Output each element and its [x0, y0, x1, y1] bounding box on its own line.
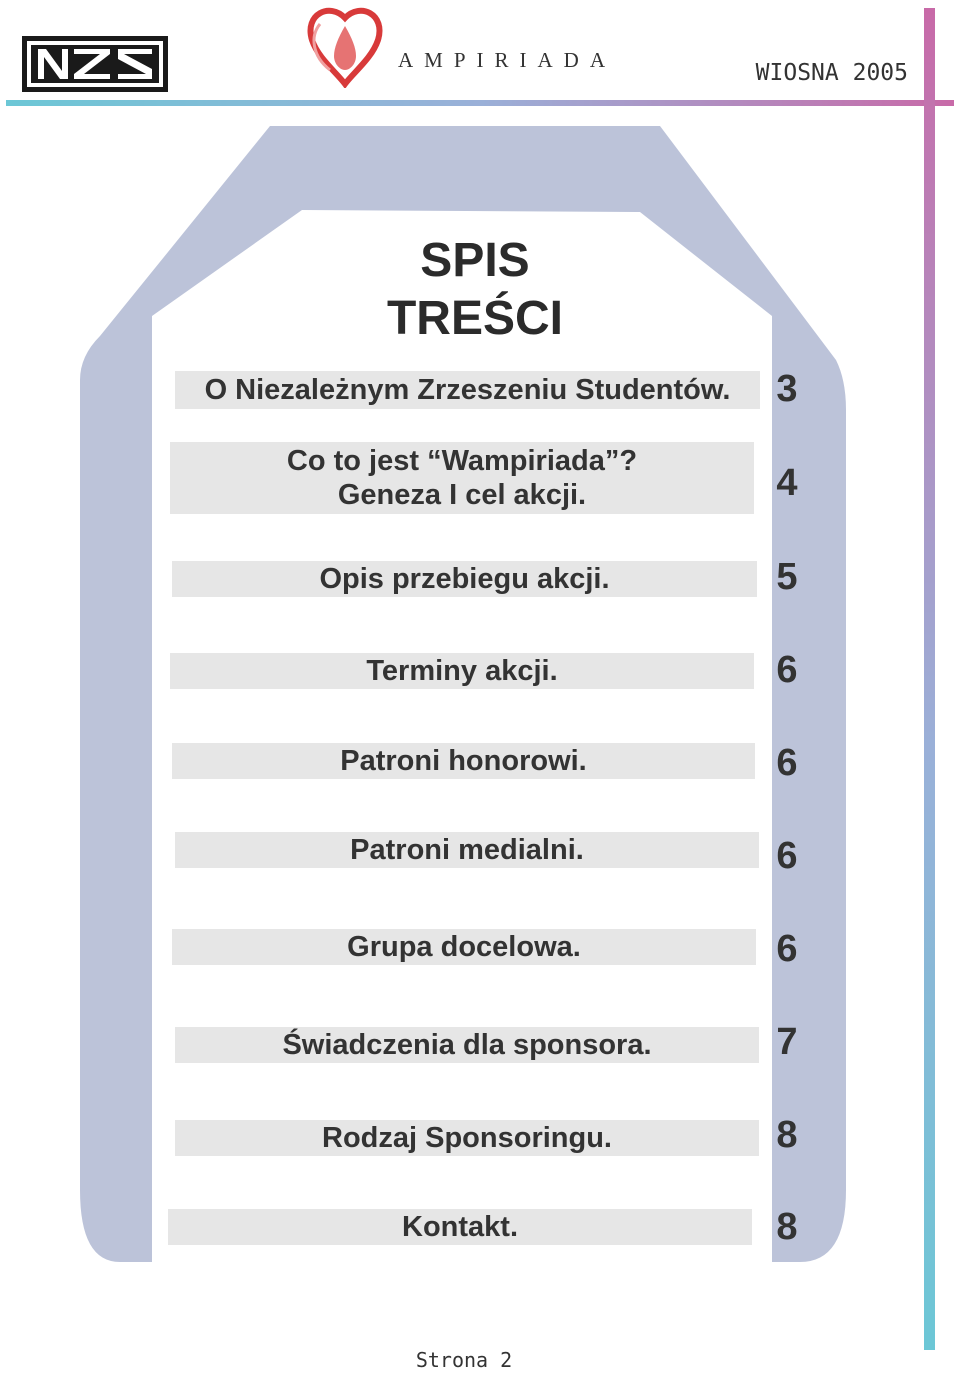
toc-entry-10[interactable]	[168, 1209, 752, 1245]
toc-entry-label: Kontakt.	[402, 1211, 518, 1243]
toc-entry-5[interactable]	[172, 743, 755, 779]
toc-entry-7[interactable]	[172, 929, 756, 965]
toc-entry-label: Grupa docelowa.	[347, 931, 581, 963]
toc-page-number: 3	[776, 368, 798, 410]
page-number-footer: Strona 2	[415, 1348, 513, 1372]
toc-entry-3[interactable]	[172, 561, 757, 597]
toc-entry-label: Patroni medialni.	[350, 834, 584, 866]
toc-page-number: 6	[776, 928, 798, 970]
toc-entry-4[interactable]	[170, 653, 754, 689]
toc-entry-8[interactable]	[175, 1027, 759, 1063]
page-title	[355, 232, 595, 348]
toc-entry-label: O Niezależnym Zrzeszeniu Studentów.	[204, 374, 731, 406]
season-label: WIOSNA 2005	[755, 60, 908, 86]
toc-entry-label: Rodzaj Sponsoringu.	[322, 1122, 612, 1154]
toc-page-number: 6	[776, 835, 798, 877]
toc-entry-label: Co to jest “Wampiriada”?	[286, 445, 638, 477]
toc-page-number: 4	[776, 462, 798, 504]
title-line-1: SPIS	[420, 234, 530, 287]
brand-name: AMPIRIADA	[398, 48, 617, 72]
toc-page-number: 6	[776, 649, 798, 691]
toc-entry-label: Opis przebiegu akcji.	[319, 563, 610, 595]
toc-entry-label: Świadczenia dla sponsora.	[282, 1029, 652, 1061]
toc-page-number: 7	[776, 1021, 798, 1063]
toc-entry-9[interactable]	[175, 1120, 759, 1156]
toc-page-number: 8	[776, 1206, 798, 1248]
toc-entry-2[interactable]	[170, 442, 754, 514]
toc-entry-label: Terminy akcji.	[366, 655, 558, 687]
toc-entry-label: Patroni honorowi.	[340, 745, 587, 777]
toc-page-number: 6	[776, 742, 798, 784]
toc-page-number: 8	[776, 1114, 798, 1156]
toc-entry-1[interactable]	[175, 371, 760, 409]
toc-entry-label: Geneza I cel akcji.	[337, 479, 587, 511]
title-line-2: TREŚCI	[386, 292, 563, 345]
toc-entry-6[interactable]	[175, 832, 759, 868]
toc-page-number: 5	[776, 556, 798, 598]
